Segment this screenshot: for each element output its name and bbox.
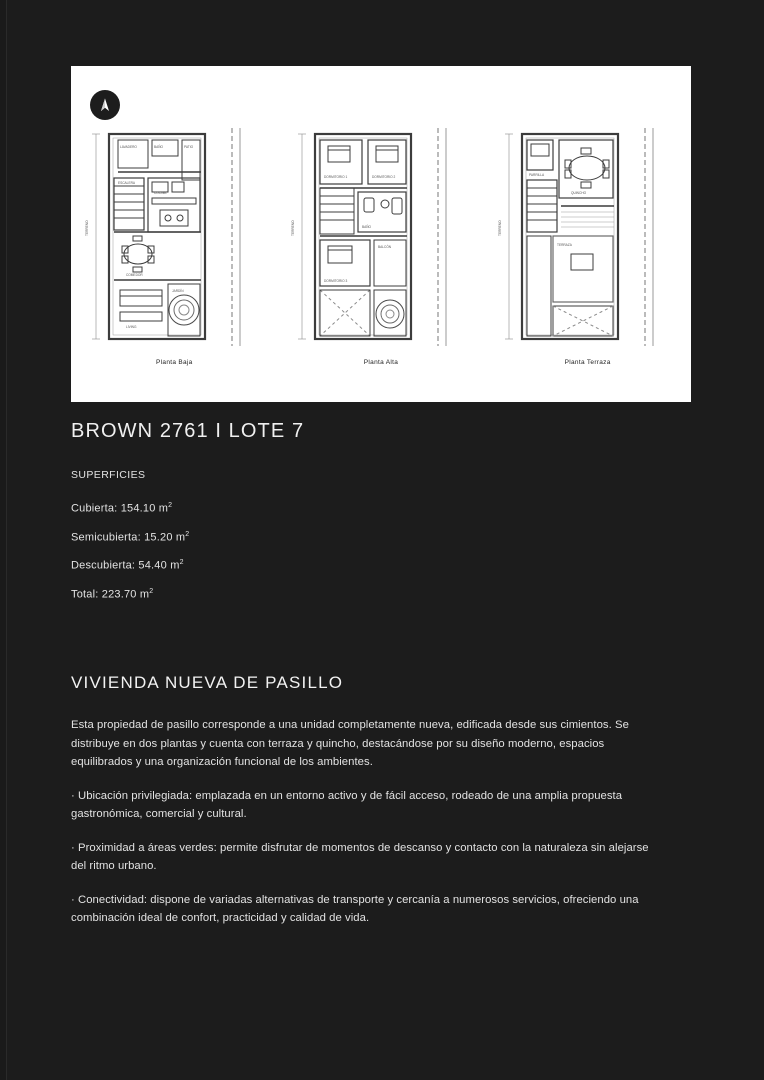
- svg-text:BAÑO: BAÑO: [362, 225, 372, 229]
- surface-label: Descubierta: 54.40 m: [71, 559, 180, 572]
- svg-text:TERRENO: TERRENO: [291, 220, 296, 236]
- floor-plan-planta-baja: [82, 124, 267, 374]
- floor-plan-planta-terraza: [495, 124, 680, 374]
- page-left-edge: [0, 0, 7, 1080]
- planta-baja-drawing: [82, 124, 267, 359]
- floor-plans-panel: [71, 66, 691, 402]
- svg-text:BALCÓN: BALCÓN: [378, 245, 392, 249]
- svg-text:ESCALERA: ESCALERA: [117, 181, 135, 185]
- svg-text:DORMITORIO 2: DORMITORIO 2: [372, 175, 396, 179]
- paragraph: · Ubicación privilegiada: emplazada en un entorno activo y de fácil acceso, rodeado de una amplia propuesta gastronómica, comercial y cultural.: [71, 789, 623, 820]
- planta-terraza-drawing: [495, 124, 680, 359]
- svg-text:DORMITORIO 3: DORMITORIO 3: [324, 279, 348, 283]
- svg-text:DORMITORIO 1: DORMITORIO 1: [324, 175, 348, 179]
- svg-text:BAÑO: BAÑO: [153, 145, 163, 149]
- surface-unit: 2: [149, 587, 154, 595]
- svg-text:PARRILLA: PARRILLA: [529, 173, 545, 177]
- svg-text:PATIO: PATIO: [183, 145, 193, 149]
- north-arrow-icon: [90, 90, 120, 120]
- surface-item: [71, 522, 471, 551]
- plan-caption: Planta Terraza: [564, 359, 611, 366]
- svg-text:LAVADERO: LAVADERO: [119, 145, 137, 149]
- surface-unit: 2: [168, 502, 173, 509]
- plan-caption: Planta Alta: [363, 359, 399, 366]
- svg-text:COCINA: COCINA: [153, 191, 167, 195]
- svg-text:JARDÍN: JARDÍN: [171, 289, 184, 293]
- section-title: VIVIENDA NUEVA DE PASILLO: [71, 673, 344, 692]
- surfaces-list: [71, 493, 471, 608]
- surfaces-heading: SUPERFICIES: [71, 469, 146, 481]
- paragraph: Esta propiedad de pasillo corresponde a una unidad completamente nueva, edificada desde sus cimientos. Se distribuye en dos plantas y cuenta con terraza y quincho, destacándose por su diseño moderno, espacios equilibrados y una organización funcional de los ambientes.: [71, 719, 629, 768]
- svg-text:TERRENO: TERRENO: [84, 220, 89, 236]
- surface-label: Semicubierta: 15.20 m: [71, 531, 186, 544]
- svg-text:LIVING: LIVING: [125, 325, 137, 329]
- floor-plan-planta-alta: [288, 124, 473, 374]
- svg-text:TERRAZA: TERRAZA: [557, 243, 573, 247]
- description-body: [71, 716, 666, 943]
- paragraph: · Proximidad a áreas verdes: permite disfrutar de momentos de descanso y contacto con la naturaleza sin alejarse del ritmo urbano.: [71, 841, 649, 872]
- plan-caption: Planta Baja: [156, 359, 193, 366]
- surface-unit: 2: [185, 530, 190, 538]
- surface-item: [71, 579, 471, 608]
- surface-item: [71, 550, 471, 579]
- surface-label: Total: 223.70 m: [71, 588, 150, 601]
- page-title: BROWN 2761 I LOTE 7: [71, 420, 305, 442]
- surface-label: Cubierta: 154.10 m: [71, 502, 169, 515]
- planta-alta-drawing: [288, 124, 473, 359]
- floor-plans-row: [71, 124, 691, 374]
- paragraph: · Conectividad: dispone de variadas alternativas de transporte y cercanía a numerosos servicios, ofreciendo una combinación ideal de confort, practicidad y calidad de vida.: [71, 893, 639, 924]
- svg-text:QUINCHO: QUINCHO: [571, 191, 587, 195]
- surface-unit: 2: [179, 559, 184, 567]
- surface-item: [71, 493, 471, 522]
- svg-text:COMEDOR: COMEDOR: [125, 273, 143, 277]
- svg-text:TERRENO: TERRENO: [498, 220, 503, 236]
